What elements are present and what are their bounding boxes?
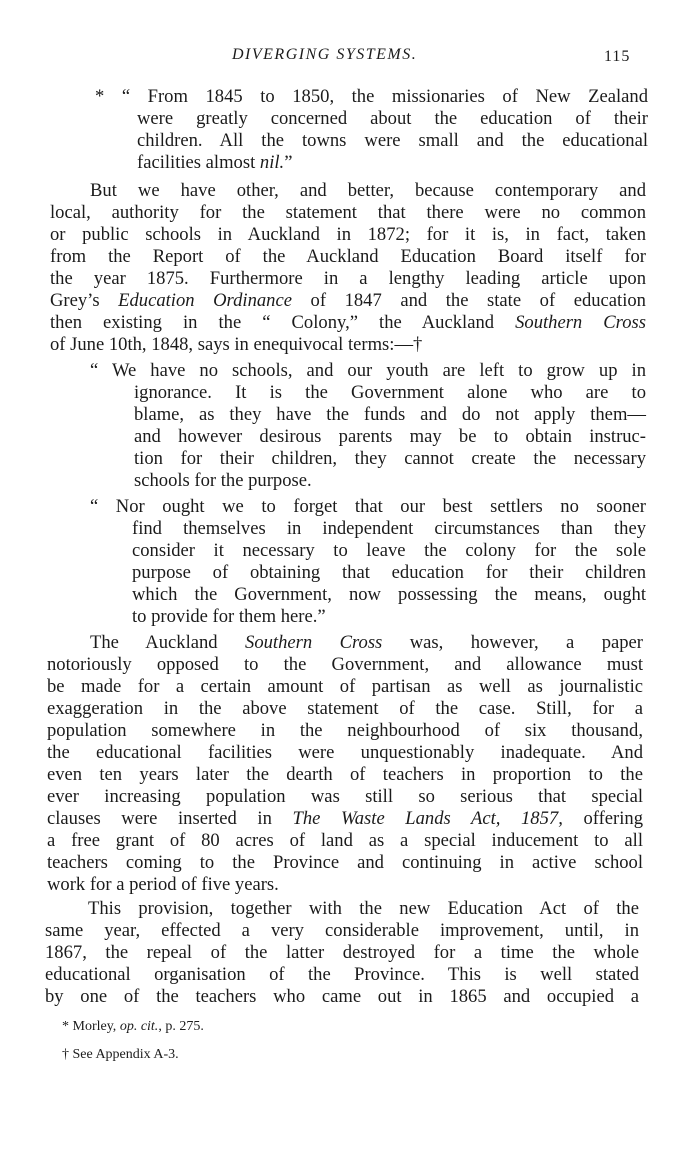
paragraph-line: be made for a certain amount of partisan as well as journalistic (47, 676, 643, 697)
quote-line: children. All the towns were small and the educational (137, 130, 648, 151)
paragraph-line: teachers coming to the Province and continuing in active school (47, 852, 643, 873)
footnote-morley: * Morley, op. cit., p. 275. (62, 1019, 204, 1034)
quote-line: schools for the purpose. (134, 470, 312, 491)
paragraph-line: This provision, together with the new Education Act of the (88, 898, 639, 919)
paragraph-line: the year 1875. Furthermore in a lengthy leading article upon (50, 268, 646, 289)
paragraph-line: But we have other, and better, because contemporary and (90, 180, 646, 201)
paragraph-line: exaggeration in the above statement of the case. Still, for a (47, 698, 643, 719)
paragraph-line-italic: clauses were inserted in The Waste Lands Act, 1857, offering (47, 808, 643, 829)
paragraph-line: educational organisation of the Province. This is well stated (45, 964, 639, 985)
paragraph-line: notoriously opposed to the Government, and allowance must (47, 654, 643, 675)
paragraph-line: a free grant of 80 acres of land as a special inducement to all (47, 830, 643, 851)
paragraph-line: by one of the teachers who came out in 1865 and occupied a (45, 986, 639, 1007)
quote-line: tion for their children, they cannot create the necessary (134, 448, 646, 469)
italic-term: nil. (259, 152, 285, 173)
quote-line: and however desirous parents may be to obtain instruc- (134, 426, 646, 447)
paragraph-line: local, authority for the statement that there were no common (50, 202, 646, 223)
quote-line: were greatly concerned about the education of their (137, 108, 648, 129)
paragraph-line: population somewhere in the neighbourhood of six thousand, (47, 720, 643, 741)
quote-line: blame, as they have the funds and do not apply them— (134, 404, 646, 425)
quote-line: “ We have no schools, and our youth are left to grow up in (90, 360, 646, 381)
paragraph-line: from the Report of the Auckland Education Board itself for (50, 246, 646, 267)
page-header (0, 42, 700, 72)
quote-line: to provide for them here.” (132, 606, 326, 627)
paragraph-line: ever increasing population was still so serious that special (47, 786, 643, 807)
paragraph-line: work for a period of five years. (47, 874, 279, 895)
quote-line: “ Nor ought we to forget that our best settlers no sooner (90, 496, 646, 517)
quote-line: consider it necessary to leave the colony for the sole (132, 540, 646, 561)
paragraph-line: or public schools in Auckland in 1872; for it is, in fact, taken (50, 224, 646, 245)
quote-line-last: facilities almost nil.” (137, 152, 293, 173)
paragraph-line-italic: then existing in the “ Colony,” the Auckland Southern Cross (50, 312, 646, 333)
footnote-appendix: † See Appendix A-3. (62, 1047, 179, 1062)
quote-line: find themselves in independent circumstances than they (132, 518, 646, 539)
running-title: DIVERGING SYSTEMS. (232, 46, 418, 63)
paragraph-line: even ten years later the dearth of teachers in proportion to the (47, 764, 643, 785)
paragraph-line: 1867, the repeal of the latter destroyed for a time the whole (45, 942, 639, 963)
paragraph-line-italic: The Auckland Southern Cross was, however, a paper (90, 632, 643, 653)
quote-line: purpose of obtaining that education for their children (132, 562, 646, 583)
paragraph-line: of June 10th, 1848, says in enequivocal terms:—† (50, 334, 423, 355)
quote-line: * “ From 1845 to 1850, the missionaries of New Zealand (95, 86, 648, 107)
paragraph-line: same year, effected a very considerable improvement, until, in (45, 920, 639, 941)
quote-line: ignorance. It is the Government alone who are to (134, 382, 646, 403)
quote-line: which the Government, now possessing the means, ought (132, 584, 646, 605)
paragraph-line: the educational facilities were unquestionably inadequate. And (47, 742, 643, 763)
paragraph-line-italic: Grey’s Education Ordinance of 1847 and the state of education (50, 290, 646, 311)
page-number: 115 (604, 48, 631, 65)
